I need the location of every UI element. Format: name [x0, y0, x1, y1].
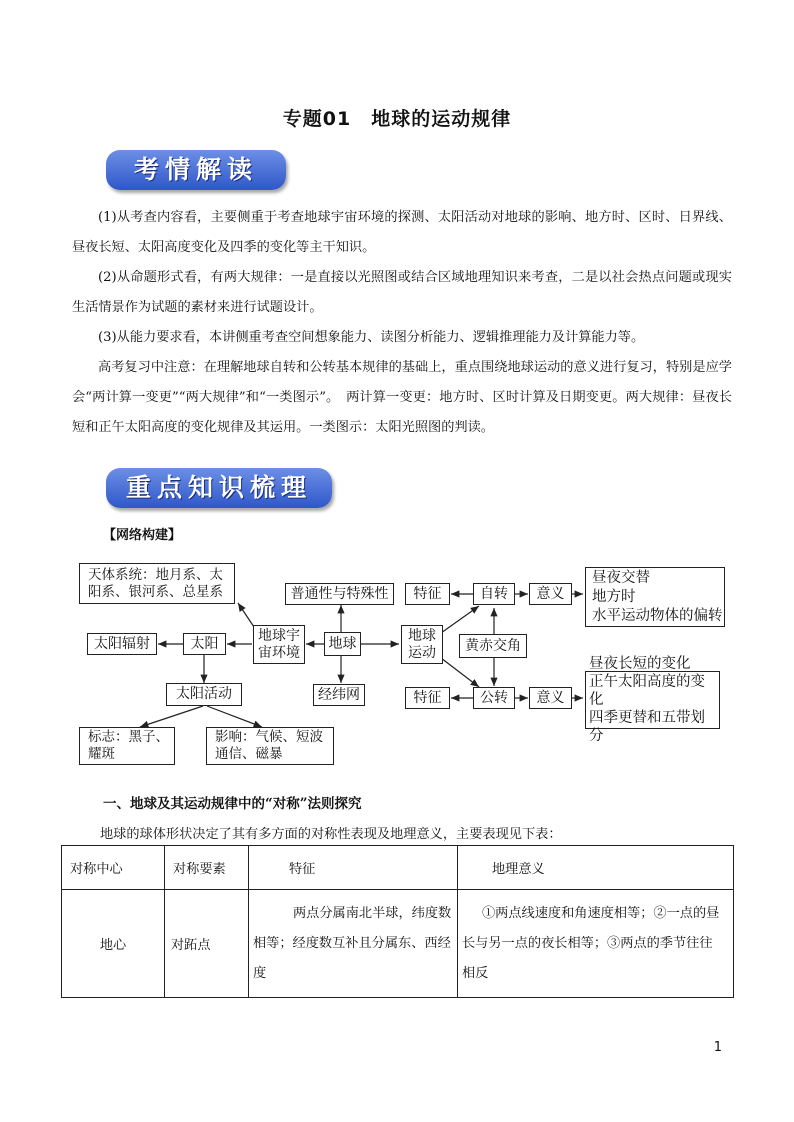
symmetry-table [61, 845, 734, 998]
box-yingxiang: 影响：气候、短波 通信、磁暴 [206, 727, 334, 765]
table-cell: 对跖点 [165, 890, 249, 998]
box-putong-teshu: 普通性与特殊性 [285, 583, 394, 605]
arrow-to-zizhuan [441, 606, 479, 633]
box-taiyang-huodong: 太阳活动 [166, 683, 242, 706]
box-zizhuan: 自转 [473, 583, 515, 605]
arrow-to-tianti [238, 603, 256, 630]
box-tezheng-rotation: 特征 [405, 583, 450, 605]
box-huangchi-jiaojiao: 黄赤交角 [459, 634, 527, 658]
box-gongzhuan: 公转 [473, 687, 515, 709]
paragraph-2: (2)从命题形式看，有两大规律：一是直接以光照图或结合区域地理知识来考查，二是以社会热点问题或现实生活情景作为试题的素材来进行试题设计。 [72, 270, 732, 315]
paragraph-3: (3)从能力要求看，本讲侧重考查空间想象能力、读图分析能力、逻辑推理能力及计算能力等。 [98, 330, 645, 345]
table-header-cell: 对称要素 [165, 846, 249, 890]
box-diqiu-yundong: 地球 运动 [401, 625, 443, 664]
paragraph-1: (1)从考查内容看，主要侧重于考查地球宇宙环境的探测、太阳活动对地球的影响、地方时、区时、日界线、昼夜长短、太阳高度变化及四季的变化等主干知识。 [72, 210, 732, 255]
page-title: 专题01 地球的运动规律 [282, 108, 512, 130]
box-biaozhi: 标志：黑子、 耀斑 [79, 727, 175, 765]
paragraph-4: 高考复习中注意：在理解地球自转和公转基本规律的基础上，重点围绕地球运动的意义进行复习，特别是应学会“两计算一变更”“两大规律”和“一类图示”。 两计算一变更：地方时、区时计算及日期变更。两大规律：昼夜长短和正午太阳高度的变化规律及其运用。一类图示：太阳光照图的判读。 [72, 360, 732, 435]
box-revolution-significance: 昼夜长短的变化 正午太阳高度的变化 四季更替和五带划分 [585, 671, 720, 729]
exam-analysis-text [72, 203, 732, 443]
table-header-cell: 对称中心 [62, 846, 165, 890]
box-taiyang: 太阳 [183, 633, 226, 655]
section-heading-symmetry: 一、地球及其运动规律中的“对称”法则探究 [103, 796, 362, 812]
table-cell: 两点分属南北半球，纬度数相等；经度数互补且分属东、西经度 [249, 890, 458, 998]
box-yiyi-rotation: 意义 [529, 583, 572, 605]
table-header-row [62, 846, 734, 890]
table-header-cell: 特征 [249, 846, 458, 890]
arrow-to-biaozhi [140, 706, 203, 727]
box-rotation-significance: 昼夜交替 地方时 水平运动物体的偏转 [585, 567, 725, 627]
table-cell: ①两点线速度和角速度相等；②一点的昼长与另一点的夜长相等；③两点的季节往往相反 [458, 890, 734, 998]
box-diqiu-yuzhou-huanjing: 地球宇 宙环境 [253, 625, 305, 664]
page-number: 1 [713, 1040, 722, 1055]
arrow-to-yingxiang [207, 706, 262, 727]
box-tezheng-revolution: 特征 [405, 687, 450, 709]
table-row [62, 890, 734, 998]
box-jingwei-wang: 经纬网 [313, 684, 365, 706]
section-intro: 地球的球体形状决定了其有多方面的对称性表现及地理意义，主要表现见下表： [100, 827, 562, 842]
box-diqiu: 地球 [324, 632, 361, 656]
table-cell: 地心 [62, 890, 165, 998]
box-tianti-system: 天体系统：地月系、太阳系、银河系、总星系 [79, 563, 235, 604]
box-taiyang-fushe: 太阳辐射 [87, 633, 157, 655]
section-banner-key-knowledge: 重点知识梳理 [106, 468, 332, 508]
box-yiyi-revolution: 意义 [529, 687, 572, 709]
arrow-to-gongzhuan [441, 658, 479, 687]
network-label: 【网络构建】 [103, 528, 182, 543]
section-banner-exam-analysis: 考情解读 [106, 150, 286, 190]
table-header-cell: 地理意义 [458, 846, 734, 890]
